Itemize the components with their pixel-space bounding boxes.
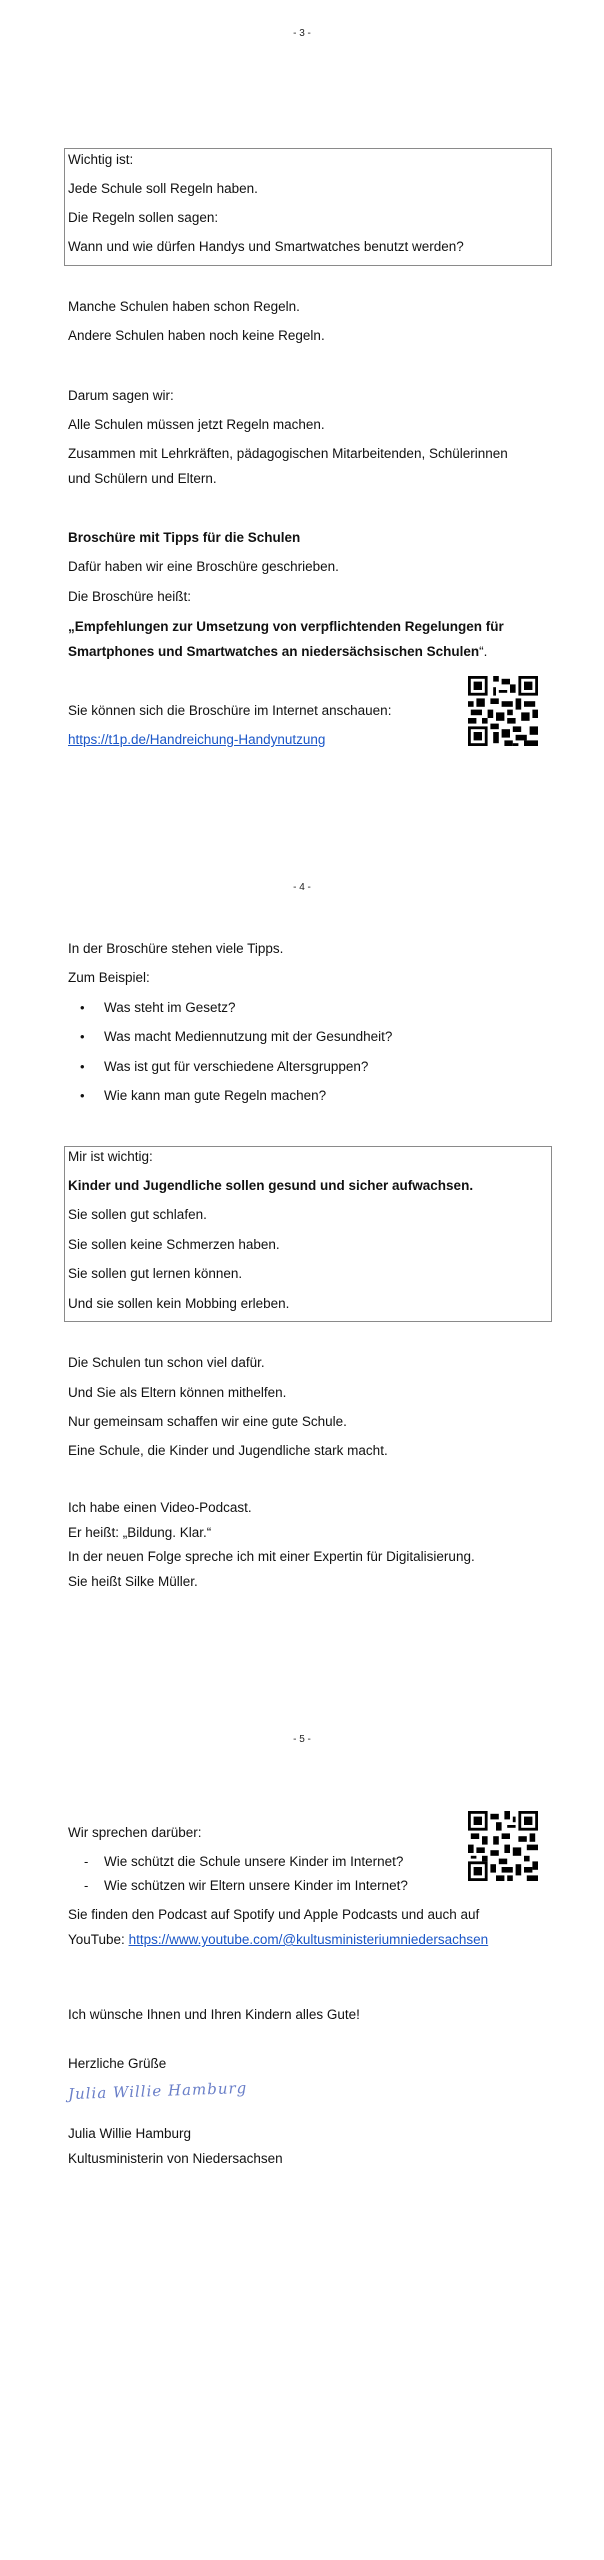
qr-code-icon[interactable]	[468, 1811, 538, 1881]
paragraph: Dafür haben wir eine Broschüre geschrieben.	[68, 559, 339, 574]
paragraph: Die Broschüre heißt:	[68, 589, 192, 604]
paragraph: Zusammen mit Lehrkräften, pädagogischen Mitarbeitenden, Schülerinnen	[68, 446, 508, 461]
list-item: Was ist gut für verschiedene Altersgruppen?	[104, 1059, 369, 1074]
youtube-link[interactable]: https://www.youtube.com/@kultusministeriumniedersachsen	[128, 1932, 489, 1947]
section-heading: Broschüre mit Tipps für die Schulen	[68, 530, 301, 545]
paragraph: und Schülern und Eltern.	[68, 471, 217, 486]
list-item: Wie schützt die Schule unsere Kinder im Internet?	[104, 1854, 404, 1869]
page-number: - 5 -	[293, 1734, 311, 1745]
signer-role: Kultusministerin von Niedersachsen	[68, 2151, 283, 2166]
box-line: Die Regeln sollen sagen:	[68, 210, 219, 225]
brochure-title	[68, 643, 487, 661]
bullet-icon: •	[80, 1000, 85, 1015]
dash-icon: -	[84, 1878, 89, 1893]
signature: Julia Willie Hamburg	[67, 2078, 248, 2104]
box-line: Wichtig ist:	[68, 152, 134, 167]
paragraph: Darum sagen wir:	[68, 388, 174, 403]
brochure-title: „Empfehlungen zur Umsetzung von verpflichtenden Regelungen für	[68, 619, 504, 634]
box-line: Kinder und Jugendliche sollen gesund und sicher aufwachsen.	[68, 1178, 474, 1193]
dash-icon: -	[84, 1854, 89, 1869]
box-line: Mir ist wichtig:	[68, 1149, 153, 1164]
qr-code-icon[interactable]	[468, 676, 538, 746]
brochure-title-part: Smartphones und Smartwatches an niedersächsischen Schulen	[68, 644, 480, 659]
paragraph: Wir sprechen darüber:	[68, 1825, 202, 1840]
box-line: Sie sollen gut schlafen.	[68, 1207, 207, 1222]
paragraph: Die Schulen tun schon viel dafür.	[68, 1355, 265, 1370]
box-line: Sie sollen gut lernen können.	[68, 1266, 243, 1281]
bullet-icon: •	[80, 1059, 85, 1074]
youtube-label: YouTube:	[68, 1932, 129, 1947]
paragraph: Ich habe einen Video-Podcast.	[68, 1500, 252, 1515]
paragraph: Zum Beispiel:	[68, 970, 150, 985]
box-line: Und sie sollen kein Mobbing erleben.	[68, 1296, 290, 1311]
brochure-link[interactable]: https://t1p.de/Handreichung-Handynutzung	[68, 732, 326, 747]
bullet-icon: •	[80, 1029, 85, 1044]
paragraph: Alle Schulen müssen jetzt Regeln machen.	[68, 417, 325, 432]
paragraph: Nur gemeinsam schaffen wir eine gute Schule.	[68, 1414, 347, 1429]
list-item: Was steht im Gesetz?	[104, 1000, 236, 1015]
bullet-icon: •	[80, 1088, 85, 1103]
paragraph: Sie können sich die Broschüre im Internet anschauen:	[68, 703, 392, 718]
paragraph: Manche Schulen haben schon Regeln.	[68, 299, 300, 314]
list-item: Was macht Mediennutzung mit der Gesundheit?	[104, 1029, 393, 1044]
youtube-line	[68, 1931, 488, 1949]
paragraph: In der neuen Folge spreche ich mit einer Expertin für Digitalisierung.	[68, 1549, 475, 1564]
paragraph: Ich wünsche Ihnen und Ihren Kindern alles Gute!	[68, 2007, 360, 2022]
brochure-title-end: “.	[479, 644, 488, 659]
page-number: - 4 -	[293, 882, 311, 893]
signer-name: Julia Willie Hamburg	[68, 2126, 192, 2141]
paragraph: Er heißt: „Bildung. Klar.“	[68, 1525, 212, 1540]
paragraph: Sie heißt Silke Müller.	[68, 1574, 198, 1589]
paragraph: In der Broschüre stehen viele Tipps.	[68, 941, 284, 956]
paragraph: Andere Schulen haben noch keine Regeln.	[68, 328, 325, 343]
box-line: Jede Schule soll Regeln haben.	[68, 181, 258, 196]
list-item: Wie schützen wir Eltern unsere Kinder im Internet?	[104, 1878, 408, 1893]
box-line: Wann und wie dürfen Handys und Smartwatches benutzt werden?	[68, 239, 464, 254]
list-item: Wie kann man gute Regeln machen?	[104, 1088, 327, 1103]
paragraph: Eine Schule, die Kinder und Jugendliche stark macht.	[68, 1443, 388, 1458]
page-number: - 3 -	[293, 28, 311, 39]
paragraph: Und Sie als Eltern können mithelfen.	[68, 1385, 287, 1400]
box-line: Sie sollen keine Schmerzen haben.	[68, 1237, 280, 1252]
paragraph: Herzliche Grüße	[68, 2056, 167, 2071]
paragraph: Sie finden den Podcast auf Spotify und Apple Podcasts und auch auf	[68, 1907, 480, 1922]
